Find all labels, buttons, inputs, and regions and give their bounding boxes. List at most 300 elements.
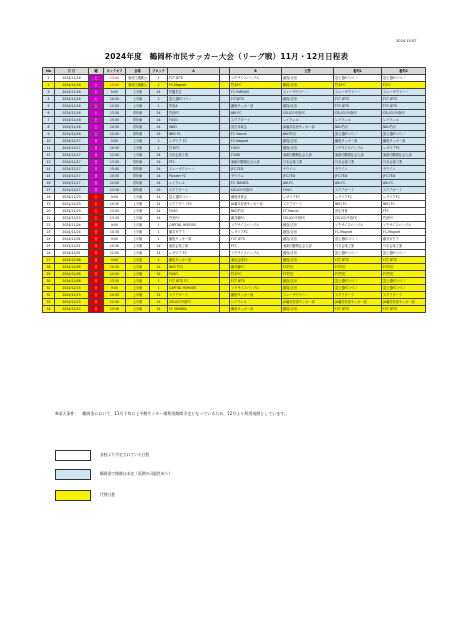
table-row [43, 117, 426, 124]
table-cell [220, 103, 230, 110]
table-cell: 15:00 [104, 117, 126, 124]
table-cell: 富士通FCマリノ [382, 75, 426, 82]
table-cell [220, 278, 230, 285]
table-cell: ジェーザウリーノ [282, 89, 334, 96]
table-cell: スクアダーラ [168, 292, 220, 299]
column-header: ブロック [150, 68, 168, 75]
table-cell: 15 [43, 173, 55, 180]
table-cell [220, 173, 230, 180]
table-cell: レザリア FC [168, 250, 220, 257]
table-cell: FC竹田 [282, 264, 334, 271]
table-cell: 24 [150, 117, 168, 124]
table-cell: 26 [43, 250, 55, 257]
table-cell: 15:00 [104, 82, 126, 89]
table-cell: ソクサイスパンブル [230, 250, 282, 257]
table-cell: 青年館 [126, 124, 150, 131]
table-cell: NKO竹川 [282, 131, 334, 138]
table-cell: 藤島/吉田 [282, 82, 334, 89]
column-header: 会場 [126, 68, 150, 75]
table-cell [220, 138, 230, 145]
table-cell: 10:30 [104, 96, 126, 103]
table-cell: 1 [150, 278, 168, 285]
table-cell: 2024/12/08 [55, 264, 89, 271]
table-cell: 藤島/吉田 [282, 285, 334, 292]
table-cell: 上平館 [126, 306, 150, 313]
table-cell: 24 [150, 208, 168, 215]
table-cell: レザリア FC [168, 138, 220, 145]
table-cell: 1 [150, 82, 168, 89]
table-cell: 東新田鶴岡社会人部 [230, 159, 282, 166]
table-cell: FCT JETS [230, 278, 282, 285]
table-cell: 9:00 [104, 138, 126, 145]
table-cell [220, 222, 230, 229]
table-cell [220, 152, 230, 159]
table-cell: JFC-TED [382, 173, 426, 180]
table-cell: 富士通FCマリノ [382, 285, 426, 292]
table-row [43, 299, 426, 306]
table-cell: 23 [43, 229, 55, 236]
table-cell: 富士通FCマリノ [168, 96, 220, 103]
table-cell: 24 [150, 159, 168, 166]
table-cell: 藤島サッカー部 [230, 306, 282, 313]
table-cell: 藤島/吉田 [282, 145, 334, 152]
table-cell: FUSO [168, 117, 220, 124]
table-cell: 青年館 [126, 131, 150, 138]
table-cell: 日 [89, 229, 104, 236]
table-cell: 東新田鶴岡社会人部 [282, 243, 334, 250]
table-cell: NKO FC [168, 131, 220, 138]
table-cell: 日 [89, 145, 104, 152]
table-cell: 6 [43, 110, 55, 117]
table-row [43, 292, 426, 299]
table-cell: FC.Magnet [230, 138, 282, 145]
table-cell [220, 145, 230, 152]
table-cell: 24 [150, 131, 168, 138]
table-cell: 日 [89, 236, 104, 243]
table-cell: 24 [150, 243, 168, 250]
table-cell: 上平館 [126, 215, 150, 222]
table-cell: JA藤井若者サッカー部 [230, 201, 282, 208]
table-cell: 上平館 [126, 96, 150, 103]
table-cell: 12:00 [104, 299, 126, 306]
table-cell: 12:00 [104, 152, 126, 159]
table-cell: 東新田鶴岡社会人部 [282, 152, 334, 159]
table-cell: 富士通FCマリノ [334, 236, 382, 243]
table-cell: 31 [43, 285, 55, 292]
table-cell: 13:30 [104, 187, 126, 194]
table-cell: FCT JETS [334, 103, 382, 110]
table-cell: 菅生体育会 [230, 124, 282, 131]
table-cell: 上平館 [126, 208, 150, 215]
table-cell [220, 299, 230, 306]
table-cell: サウイム [230, 173, 282, 180]
table-cell: 1 [150, 257, 168, 264]
table-cell: 21 [43, 215, 55, 222]
table-cell: 24 [150, 173, 168, 180]
table-header-row [43, 68, 426, 75]
table-cell: 藤島体育会 [230, 194, 282, 201]
table-cell: Pioneer FC [168, 173, 220, 180]
table-cell: 12 [43, 152, 55, 159]
table-cell: CELICO中島FC [334, 110, 382, 117]
table-cell: レザリアFC [230, 229, 282, 236]
table-cell: 27 [43, 257, 55, 264]
table-row [43, 243, 426, 250]
table-cell: NKO FC [382, 201, 426, 208]
table-cell: 土 [89, 103, 104, 110]
table-cell: AKI-FC [382, 180, 426, 187]
table-cell: FC.Magnet [334, 229, 382, 236]
table-cell: 1 [150, 145, 168, 152]
table-cell: 12:00 [104, 180, 126, 187]
table-cell: 2024/12/01 [55, 236, 89, 243]
table-cell: 2024/11/16 [55, 124, 89, 131]
column-header: キックオフ [104, 68, 126, 75]
table-cell [220, 187, 230, 194]
legend-label-undecided: 鶴岡金で開催は未定（延期の可能性あり） [100, 471, 173, 476]
column-header: 主管 [282, 68, 334, 75]
table-row [43, 103, 426, 110]
table-cell: 上平館 [126, 103, 150, 110]
table-cell: 土 [89, 201, 104, 208]
table-cell: ジェーザウリーノ [382, 89, 426, 96]
table-cell: 2024/11/17 [55, 187, 89, 194]
table-cell: 18 [43, 194, 55, 201]
table-cell: 24 [150, 180, 168, 187]
table-cell: 竹田A [168, 103, 220, 110]
table-cell: FC Hound [230, 131, 282, 138]
table-cell: スクアダーラFC [168, 201, 220, 208]
table-row [43, 208, 426, 215]
table-cell: 2024/11/16 [55, 110, 89, 117]
table-cell: FC竹田 [334, 271, 382, 278]
table-cell [220, 215, 230, 222]
table-cell: 竹田FC [382, 215, 426, 222]
table-cell: 7 [43, 117, 55, 124]
table-cell: FUSO [282, 187, 334, 194]
table-cell: 月末会楽工業 [334, 243, 382, 250]
table-cell: 竹本FC [230, 271, 282, 278]
table-cell [220, 292, 230, 299]
table-cell: ジェーザウリーノ [168, 166, 220, 173]
table-cell: CELICO中島FC [282, 215, 334, 222]
table-cell: 竹園先生 [168, 89, 220, 96]
table-cell: 2024/11/24 [55, 229, 89, 236]
table-cell: 藤島/吉田 [282, 103, 334, 110]
table-cell: 16 [43, 180, 55, 187]
table-cell: 日 [89, 152, 104, 159]
column-header: 月 日 [55, 68, 89, 75]
table-cell: 12:00 [104, 271, 126, 278]
table-cell: 10:30 [104, 264, 126, 271]
table-cell [220, 96, 230, 103]
table-cell: JA藤井若者サッカー部 [282, 124, 334, 131]
table-cell: レザリアFC [282, 194, 334, 201]
table-cell: スクアダーラ [334, 292, 382, 299]
table-cell: 1 [150, 285, 168, 292]
table-cell: 日 [89, 243, 104, 250]
table-cell: 20 [43, 208, 55, 215]
table-cell [220, 250, 230, 257]
table-cell: 上平館 [126, 292, 150, 299]
table-cell: 2024/11/23 [55, 208, 89, 215]
table-cell: 1 [150, 103, 168, 110]
column-header: 審判2 [382, 68, 426, 75]
table-cell: 土 [89, 194, 104, 201]
table-cell: 13:30 [104, 159, 126, 166]
column-header: No [43, 68, 55, 75]
table-cell: 藤島/吉田 [282, 236, 334, 243]
table-cell: AKI-FC [334, 180, 382, 187]
table-cell: 2024/11/17 [55, 173, 89, 180]
table-cell: 2024/12/15 [55, 306, 89, 313]
table-cell: CAPITAL HEROES [168, 285, 220, 292]
table-cell: 24 [150, 264, 168, 271]
table-cell: 藤井ガクア [382, 236, 426, 243]
table-cell: レザリアFC [382, 145, 426, 152]
table-cell: 2024/11/16 [55, 82, 89, 89]
table-cell: CELICO中島FC [382, 110, 426, 117]
table-cell: 竹本FC [168, 145, 220, 152]
table-cell: 土 [89, 215, 104, 222]
table-cell: 藤島/吉田 [282, 250, 334, 257]
table-cell: 24 [150, 166, 168, 173]
table-cell: 25 [43, 243, 55, 250]
table-row [43, 82, 426, 89]
table-cell: 24 [150, 201, 168, 208]
table-cell: 24 [150, 152, 168, 159]
table-cell: FCDB [230, 152, 282, 159]
table-cell: 日 [89, 187, 104, 194]
table-cell: 竹田FC [168, 110, 220, 117]
table-cell: 2024/12/01 [55, 243, 89, 250]
table-cell [220, 110, 230, 117]
table-cell [220, 236, 230, 243]
table-cell: 日 [89, 299, 104, 306]
table-cell: 2024/11/17 [55, 159, 89, 166]
table-cell: 24 [150, 271, 168, 278]
table-cell: 富士通FCマリノ [334, 131, 382, 138]
table-cell: 月末会楽工業 [382, 243, 426, 250]
table-cell: 日 [89, 285, 104, 292]
table-cell: 2024/11/16 [55, 89, 89, 96]
table-cell: FCT JETS [334, 306, 382, 313]
table-cell: 2024/12/08 [55, 257, 89, 264]
table-row [43, 201, 426, 208]
column-header: B [230, 68, 282, 75]
table-cell [220, 257, 230, 264]
table-row [43, 271, 426, 278]
table-row [43, 215, 426, 222]
table-cell: 藤島サッカー部 [230, 292, 282, 299]
table-cell: 日 [89, 271, 104, 278]
table-cell: 10 [43, 138, 55, 145]
table-cell: NKO竹川 [382, 124, 426, 131]
table-cell: サウイム [282, 166, 334, 173]
table-cell: 上平館 [126, 138, 150, 145]
table-cell: JFC-TED [282, 173, 334, 180]
table-cell: 青年館 [126, 180, 150, 187]
table-cell: 2 [43, 82, 55, 89]
table-cell: 2024/11/24 [55, 222, 89, 229]
table-cell: 日 [89, 257, 104, 264]
table-cell: 富士通FCマリノ [382, 131, 426, 138]
table-cell: 12:00 [104, 131, 126, 138]
table-cell: 月末会楽工業 [334, 159, 382, 166]
date-stamp: 2024.10.07 [396, 39, 417, 43]
table-row [43, 187, 426, 194]
table-row [43, 250, 426, 257]
table-cell: レイウェル [334, 117, 382, 124]
table-cell: 上平館 [126, 250, 150, 257]
table-cell: 2024/11/17 [55, 138, 89, 145]
table-cell: スクアダーラ [382, 187, 426, 194]
table-cell: 24 [150, 306, 168, 313]
table-cell: CAPITAL HEROES [168, 222, 220, 229]
table-cell: 2024/12/08 [55, 271, 89, 278]
table-cell: 東田会楽工業 [168, 243, 220, 250]
table-cell: 藤島サッカー部 [382, 138, 426, 145]
table-cell: 竹本FC [230, 82, 282, 89]
table-cell: レイウェル [168, 180, 220, 187]
table-cell: 24 [150, 124, 168, 131]
column-header: A [168, 68, 220, 75]
table-cell: FC竹田 [382, 264, 426, 271]
table-cell: レイウェル [282, 117, 334, 124]
table-cell [220, 82, 230, 89]
table-cell [220, 75, 230, 82]
table-cell: FC FAREJ/M [230, 89, 282, 96]
table-row [43, 75, 426, 82]
table-cell: 4 [43, 96, 55, 103]
table-cell: 青年館 [126, 173, 150, 180]
table-cell: 東田会楽FC [230, 257, 282, 264]
table-cell: 青年館 [126, 166, 150, 173]
table-cell: 藤井藤FC [230, 264, 282, 271]
table-cell: FC YAMATA [230, 180, 282, 187]
table-cell: 5 [43, 103, 55, 110]
table-cell: NKO竹川 [230, 208, 282, 215]
table-cell: ジェーザウリーノ [334, 89, 382, 96]
table-cell [220, 271, 230, 278]
table-cell: FUSO [168, 208, 220, 215]
table-cell: 富士通FCマリノ [334, 285, 382, 292]
table-cell: 上平館 [126, 222, 150, 229]
table-cell: 土 [89, 124, 104, 131]
table-cell: 藤井ガクア [168, 229, 220, 236]
table-cell: FC竹田 [382, 271, 426, 278]
table-cell: FCT JETS [382, 257, 426, 264]
legend-label-alternate: 代替日程 [100, 492, 116, 497]
table-cell: 9:00 [104, 236, 126, 243]
table-cell: 24 [150, 187, 168, 194]
table-cell: NKO FC [334, 201, 382, 208]
table-cell: 上平館 [126, 271, 150, 278]
table-cell: 藤島サッカー部 [334, 138, 382, 145]
table-row [43, 264, 426, 271]
table-cell: 寒河江運動公 [126, 82, 150, 89]
table-cell: サウイム [334, 166, 382, 173]
table-cell: 青年館 [126, 187, 150, 194]
table-cell: 寒河江運動公 [126, 75, 150, 82]
table-cell: NKO 竹川 [168, 264, 220, 271]
table-cell: 2024/11/17 [55, 180, 89, 187]
column-header: 曜 [89, 68, 104, 75]
table-row [43, 159, 426, 166]
table-cell: 藤島/吉田 [282, 138, 334, 145]
table-cell: 14 [43, 166, 55, 173]
table-cell: 日 [89, 166, 104, 173]
table-cell: ソクサイスパンブル [230, 222, 282, 229]
table-cell: レザリアFC [382, 194, 426, 201]
table-cell: 上平館 [126, 236, 150, 243]
table-row [43, 96, 426, 103]
table-cell [220, 166, 230, 173]
table-cell: 土 [89, 75, 104, 82]
table-cell: レイウェル [382, 117, 426, 124]
table-cell: 22 [43, 222, 55, 229]
table-cell: ソクサイスパンブル [382, 222, 426, 229]
table-cell: 菅生体育 [334, 208, 382, 215]
table-cell: 12:00 [104, 208, 126, 215]
table-row [43, 194, 426, 201]
table-cell: 30 [43, 278, 55, 285]
table-cell: 17 [43, 187, 55, 194]
table-cell: 9:00 [104, 89, 126, 96]
table-cell: 土 [89, 89, 104, 96]
table-cell [220, 117, 230, 124]
table-cell: スクアダーラ [334, 187, 382, 194]
table-cell: 24 [150, 250, 168, 257]
table-row [43, 173, 426, 180]
table-cell: 13:30 [104, 306, 126, 313]
table-cell [220, 229, 230, 236]
table-row [43, 110, 426, 117]
table-cell: 3 [43, 89, 55, 96]
table-cell: FUSO [168, 271, 220, 278]
table-cell: 2024/12/01 [55, 250, 89, 257]
table-cell: ソクサイスパンブル [230, 285, 282, 292]
table-cell: 11 [43, 145, 55, 152]
table-cell: FCT JETS [382, 306, 426, 313]
table-cell: 24 [150, 89, 168, 96]
table-row [43, 285, 426, 292]
table-cell: 32 [43, 292, 55, 299]
table-cell: FC竹田 [334, 264, 382, 271]
table-cell [220, 208, 230, 215]
table-cell: 上平館 [126, 264, 150, 271]
table-cell: 10:30 [104, 201, 126, 208]
table-cell: 1 [43, 75, 55, 82]
table-cell: サウイム [382, 166, 426, 173]
table-cell: ソクサイスパンブル [334, 222, 382, 229]
table-cell: ジェーザウリーノ [282, 292, 334, 299]
table-cell: FFC [168, 159, 220, 166]
table-cell: 富士通FCマリノ [168, 194, 220, 201]
table-cell: 上平館 [126, 89, 150, 96]
table-cell: 日 [89, 278, 104, 285]
table-cell: 藤井藤FC [230, 215, 282, 222]
table-cell: 上平館 [126, 243, 150, 250]
table-cell: FCT JETS [382, 96, 426, 103]
table-cell: 2024/11/23 [55, 215, 89, 222]
table-cell: 2024/11/17 [55, 145, 89, 152]
table-row [43, 306, 426, 313]
table-cell: 2024/12/08 [55, 278, 89, 285]
table-cell: 日 [89, 159, 104, 166]
table-cell [220, 194, 230, 201]
table-row [43, 180, 426, 187]
